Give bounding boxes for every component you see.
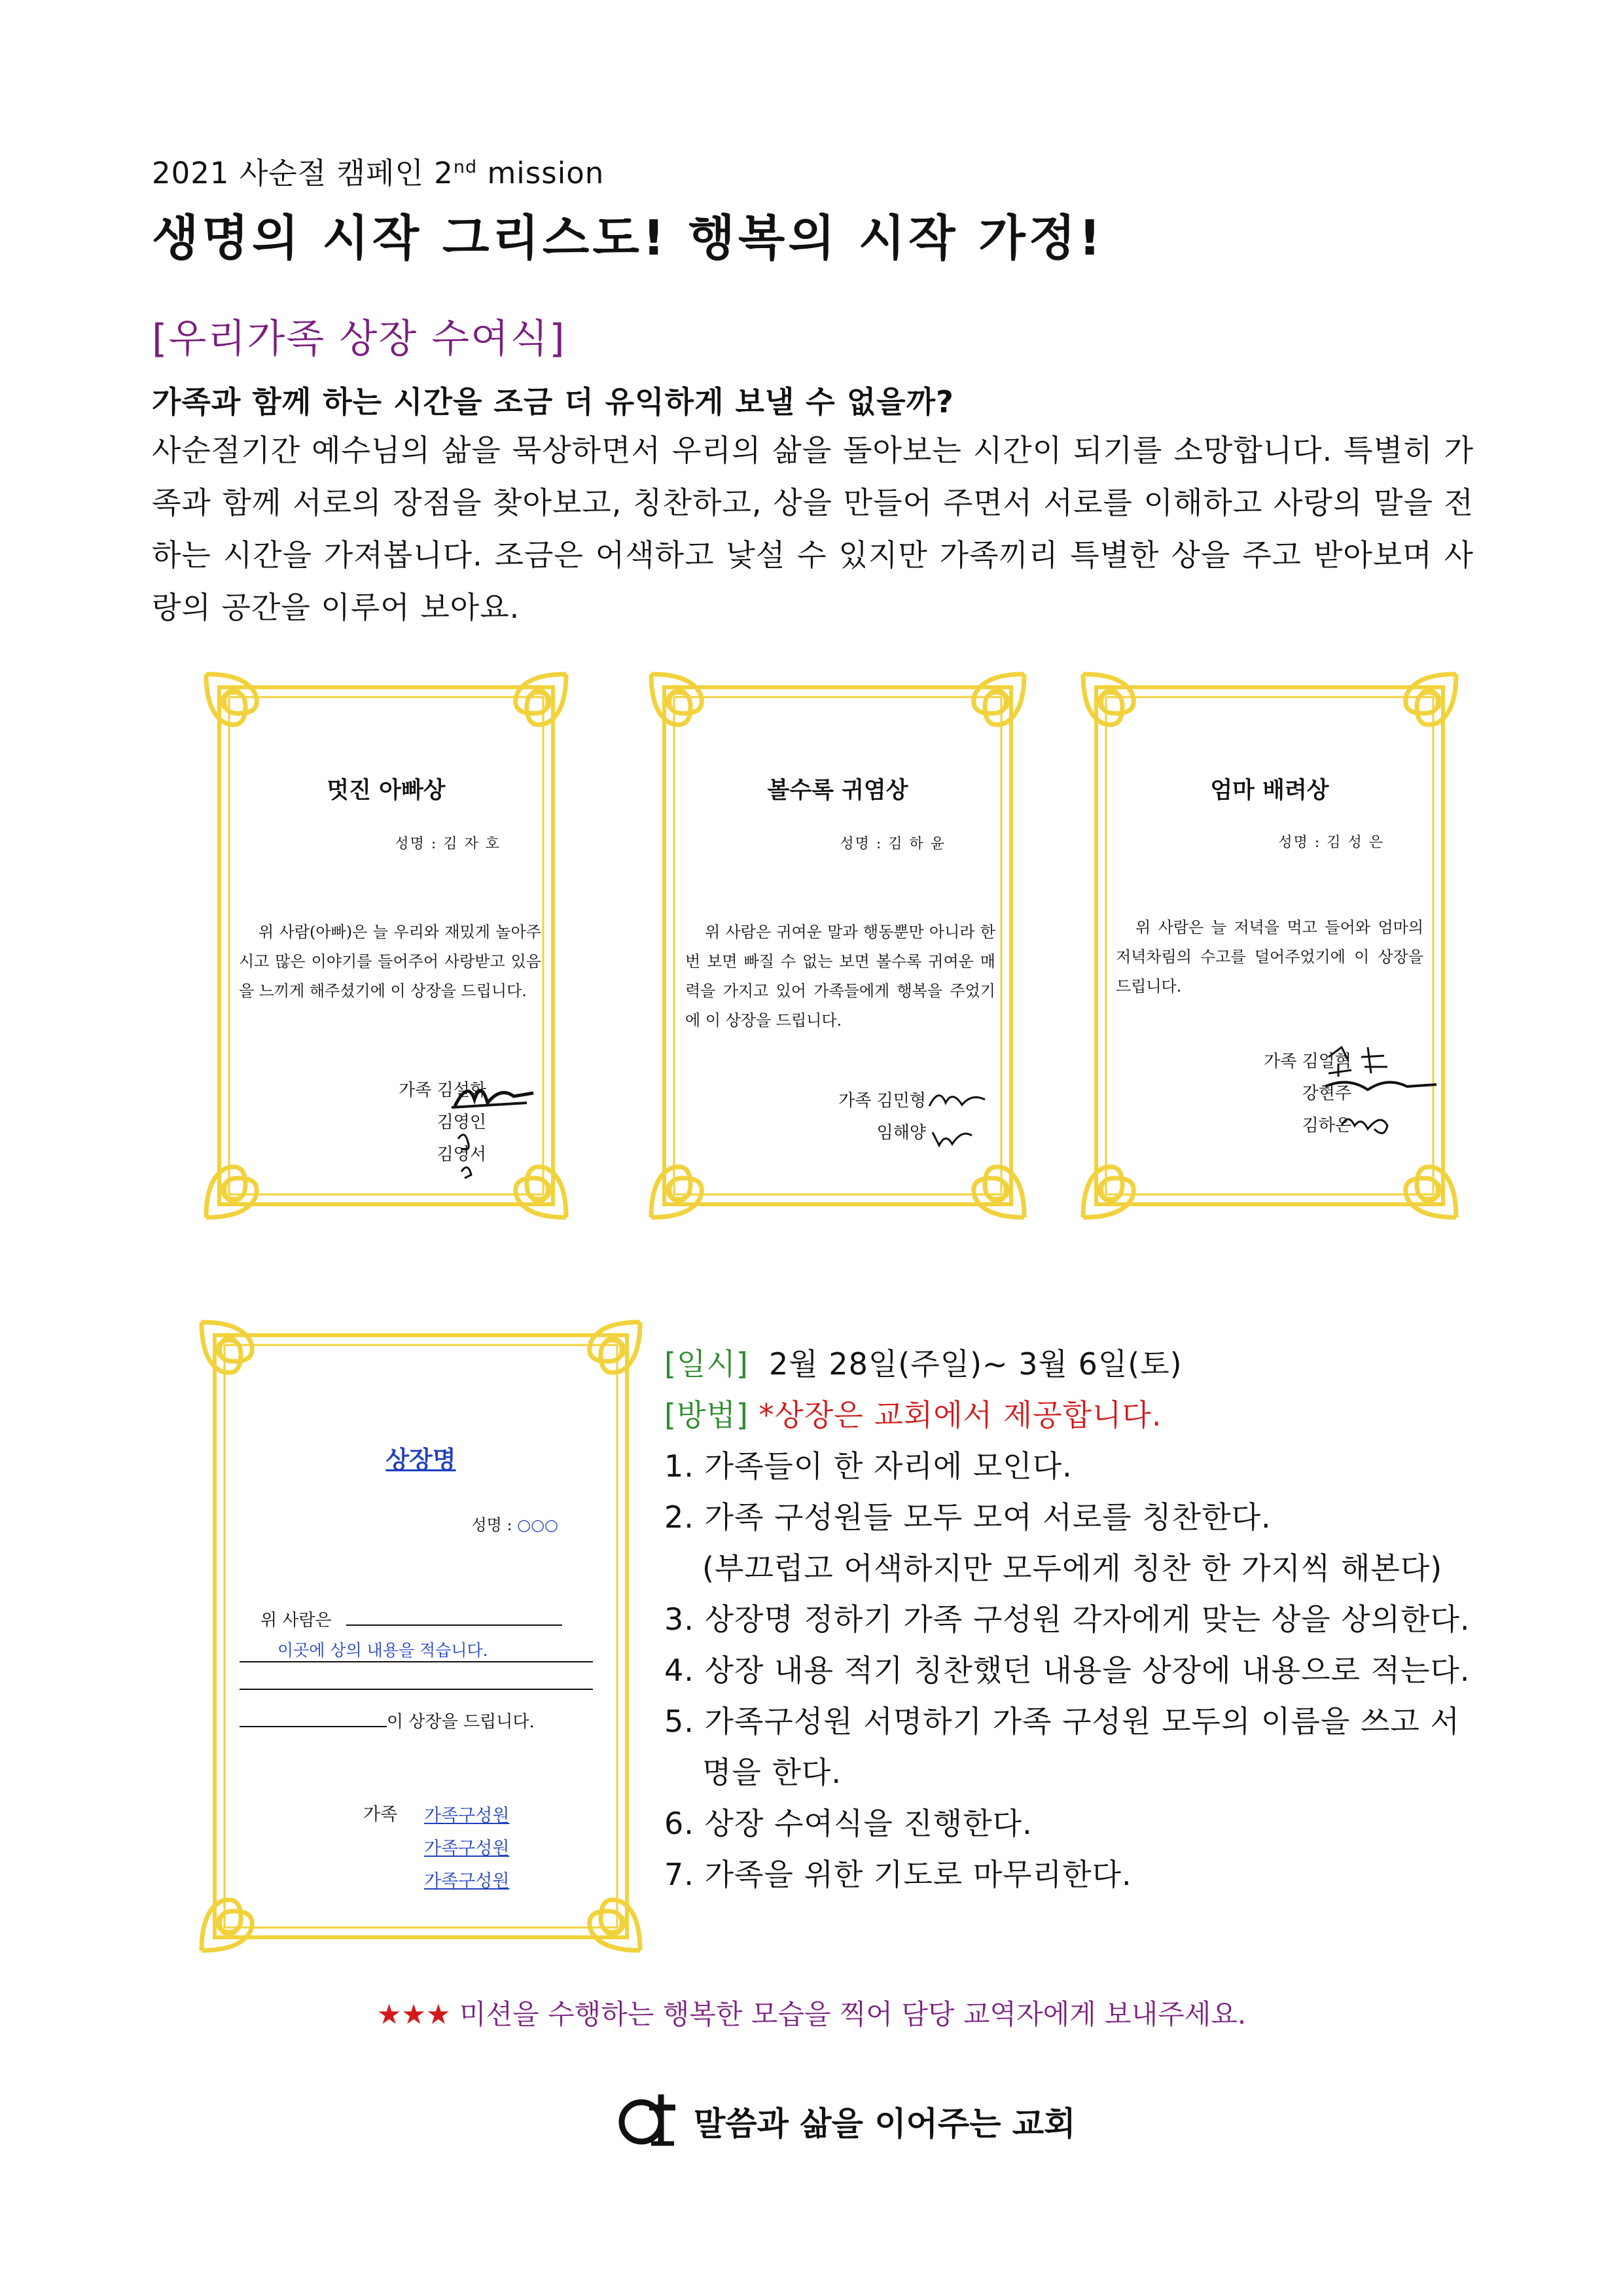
template-recipient	[471, 1512, 558, 1535]
step-item: (부끄럽고 어색하지만 모두에게 칭찬 한 가지씩 해본다)	[702, 1551, 1443, 1586]
signer: 김영인	[437, 1113, 486, 1132]
signature-scribble	[448, 1067, 540, 1185]
signer: 강현주	[1302, 1084, 1351, 1103]
cert-recipient: 성명 : 김 성 은	[1278, 834, 1384, 851]
blank-line	[346, 1624, 562, 1626]
certificate-2	[645, 668, 1031, 1224]
member-name: 가족구성원	[424, 1806, 510, 1826]
certificate-frame	[195, 1316, 647, 1957]
signature-scribble	[1322, 1037, 1446, 1155]
signer: 임해양	[876, 1123, 926, 1143]
step-item: 6. 상장 수여식을 진행한다.	[664, 1806, 1033, 1841]
intro-body: 사순절기간 예수님의 삶을 묵상하면서 우리의 삶을 돌아보는 시간이 되기를 소망합니다. 특별히 가족과 함께 서로의 장점을 찾아보고, 칭찬하고, 상을 만들어 주면서 서로를 이해하고 사랑의 말을 전하는 시간을 가져봅니다. 조금은 어색하고 낯설 수 있지만 가족끼리 특별한 상을 주고 받아보며 사랑의 공간을 이루어 보아요.	[152, 433, 1474, 625]
church-logo-text: 말씀과 삶을 이어주는 교회	[694, 2105, 1076, 2143]
member-name: 가족구성원	[424, 1839, 510, 1859]
step-item: 7. 가족을 위한 기도로 마무리한다.	[664, 1857, 1132, 1892]
method-line	[664, 1390, 1162, 1441]
line3-text: 이 상장을 드립니다.	[387, 1712, 535, 1732]
certificate-3	[1077, 668, 1463, 1224]
signer: 가족 김설화	[399, 1081, 486, 1100]
step-item: 2. 가족 구성원들 모두 모여 서로를 칭찬한다.	[664, 1499, 1272, 1535]
campaign-sup: nd	[453, 157, 478, 177]
cert-title: 엄마 배려상	[1210, 777, 1329, 804]
cert-title: 멋진 아빠상	[327, 777, 446, 804]
signer: 김영서	[437, 1145, 486, 1164]
cert-recipient: 성명 : 김 자 호	[395, 836, 501, 852]
placeholder-line: 이곳에 상의 내용을 적습니다.	[240, 1638, 593, 1662]
campaign-prefix: 2021 사순절 캠페인 2	[152, 156, 454, 190]
member-list	[424, 1800, 509, 1898]
cert-signers	[838, 1085, 926, 1149]
step-item: 4. 상장 내용 적기 칭찬했던 내용을 상장에 내용으로 적는다.	[664, 1653, 1471, 1688]
line1-label: 위 사람은	[260, 1611, 332, 1630]
campaign-suffix: mission	[477, 156, 605, 190]
member-name: 가족구성원	[424, 1871, 510, 1892]
cert-title: 볼수록 귀염상	[767, 777, 908, 804]
template-line-1	[260, 1607, 562, 1631]
name-label: 성명 :	[471, 1516, 518, 1534]
template-title: 상장명	[385, 1445, 456, 1474]
date-tag: [일시]	[664, 1346, 749, 1382]
signer: 가족 김일혁	[1264, 1052, 1351, 1071]
blank-line	[240, 1726, 387, 1727]
name-value: ○○○	[517, 1516, 558, 1534]
cert-recipient: 성명 : 김 하 윤	[840, 836, 946, 852]
step-item: 3. 상장명 정하기 가족 구성원 각자에게 맞는 상을 상의한다.	[664, 1602, 1471, 1637]
cert-body: 위 사람(아빠)은 늘 우리와 재밌게 놀아주시고 많은 이야기를 들어주어 사랑받고 있음을 느끼게 해주셨기에 이 상장을 드립니다.	[239, 923, 541, 1000]
blank-line	[240, 1689, 593, 1690]
footer-note	[0, 1993, 1623, 2032]
signer: 가족 김민형	[838, 1091, 926, 1111]
signature-scribble	[926, 1073, 1005, 1165]
church-logo	[615, 2081, 1076, 2156]
step-item: 명을 한다.	[702, 1755, 842, 1790]
cert-body: 위 사람은 늘 저녁을 먹고 들어와 엄마의 저녁차림의 수고를 덜어주었기에 이 상장을 드립니다.	[1116, 918, 1423, 996]
intro-question: 가족과 함께 하는 시간을 조금 더 유익하게 보낼 수 없을까?	[152, 384, 954, 420]
method-note: *상장은 교회에서 제공합니다.	[758, 1397, 1162, 1433]
section-title: [우리가족 상장 수여식]	[152, 316, 566, 362]
certificate-1	[200, 668, 573, 1224]
schedule-line	[664, 1338, 1183, 1390]
signer: 김하은	[1302, 1116, 1351, 1136]
date-range: 2월 28일(주일)~ 3월 6일(토)	[769, 1346, 1183, 1382]
cert-body: 위 사람은 귀여운 말과 행동뿐만 아니라 한 번 보면 빠질 수 없는 보면 볼수록 귀여운 매력을 가지고 있어 가족들에게 행복을 주었기에 이 상장을 드립니다.	[685, 923, 995, 1030]
method-tag: [방법]	[664, 1397, 749, 1433]
footer-text: 미션을 수행하는 행복한 모습을 찍어 담당 교역자에게 보내주세요.	[450, 1998, 1247, 2030]
template-line-3	[240, 1708, 535, 1732]
step-item: 5. 가족구성원 서명하기 가족 구성원 모두의 이름을 쓰고 서	[664, 1704, 1460, 1739]
template-certificate	[195, 1316, 647, 1957]
page-title: 생명의 시작 그리스도! 행복의 시작 가정!	[152, 210, 1105, 266]
step-item: 1. 가족들이 한 자리에 모인다.	[664, 1448, 1073, 1484]
family-label: 가족	[363, 1804, 398, 1825]
campaign-line	[152, 149, 604, 192]
star-icons: ★★★	[376, 1998, 451, 2030]
steps-list	[664, 1441, 1476, 1900]
